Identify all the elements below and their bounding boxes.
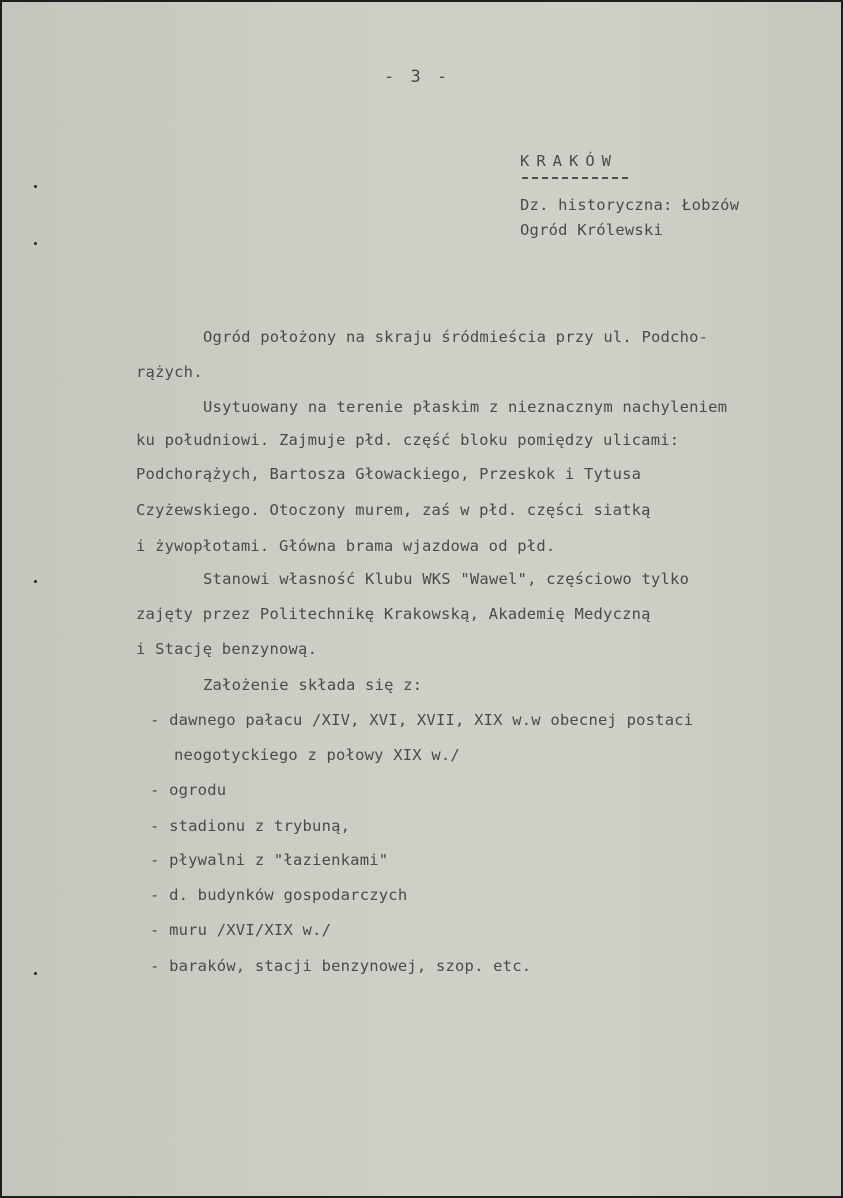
title-underline	[522, 177, 628, 179]
body-line: Usytuowany na terenie płaskim z nieznacznym nachyleniem	[203, 398, 728, 416]
list-item: - stadionu z trybuną,	[150, 817, 351, 835]
list-item: - d. budynków gospodarczych	[150, 886, 408, 904]
list-item: - baraków, stacji benzynowej, szop. etc.	[150, 957, 532, 975]
body-line: Ogród położony na skraju śródmieścia przy ul. Podcho-	[203, 328, 709, 346]
body-line: Założenie składa się z:	[203, 676, 423, 694]
body-line: zajęty przez Politechnikę Krakowską, Akademię Medyczną	[136, 605, 651, 623]
district-line: Dz. historyczna: Łobzów	[520, 196, 740, 214]
punch-hole-mark	[34, 972, 37, 975]
page-number: - 3 -	[384, 67, 451, 87]
body-line: Podchorążych, Bartosza Głowackiego, Przeskok i Tytusa	[136, 465, 642, 483]
body-line: Czyżewskiego. Otoczony murem, zaś w płd. części siatką	[136, 501, 651, 519]
site-name: Ogród Królewski	[520, 221, 663, 239]
punch-hole-mark	[34, 580, 37, 583]
list-item: - ogrodu	[150, 781, 227, 799]
document-page	[2, 2, 841, 1196]
body-line: rążych.	[136, 363, 203, 381]
list-item: - muru /XVI/XIX w./	[150, 921, 332, 939]
punch-hole-mark	[34, 242, 37, 245]
body-line: i żywopłotami. Główna brama wjazdowa od płd.	[136, 537, 556, 555]
list-item: - dawnego pałacu /XIV, XVI, XVII, XIX w.w obecnej postaci	[150, 711, 694, 729]
document-title: KRAKÓW	[520, 152, 618, 170]
body-line: ku południowi. Zajmuje płd. część bloku pomiędzy ulicami:	[136, 431, 680, 449]
body-line: i Stację benzynową.	[136, 640, 318, 658]
list-item: - pływalni z "łazienkami"	[150, 851, 389, 869]
punch-hole-mark	[34, 185, 37, 188]
list-item-continuation: neogotyckiego z połowy XIX w./	[174, 746, 460, 764]
body-line: Stanowi własność Klubu WKS "Wawel", częściowo tylko	[203, 570, 690, 588]
